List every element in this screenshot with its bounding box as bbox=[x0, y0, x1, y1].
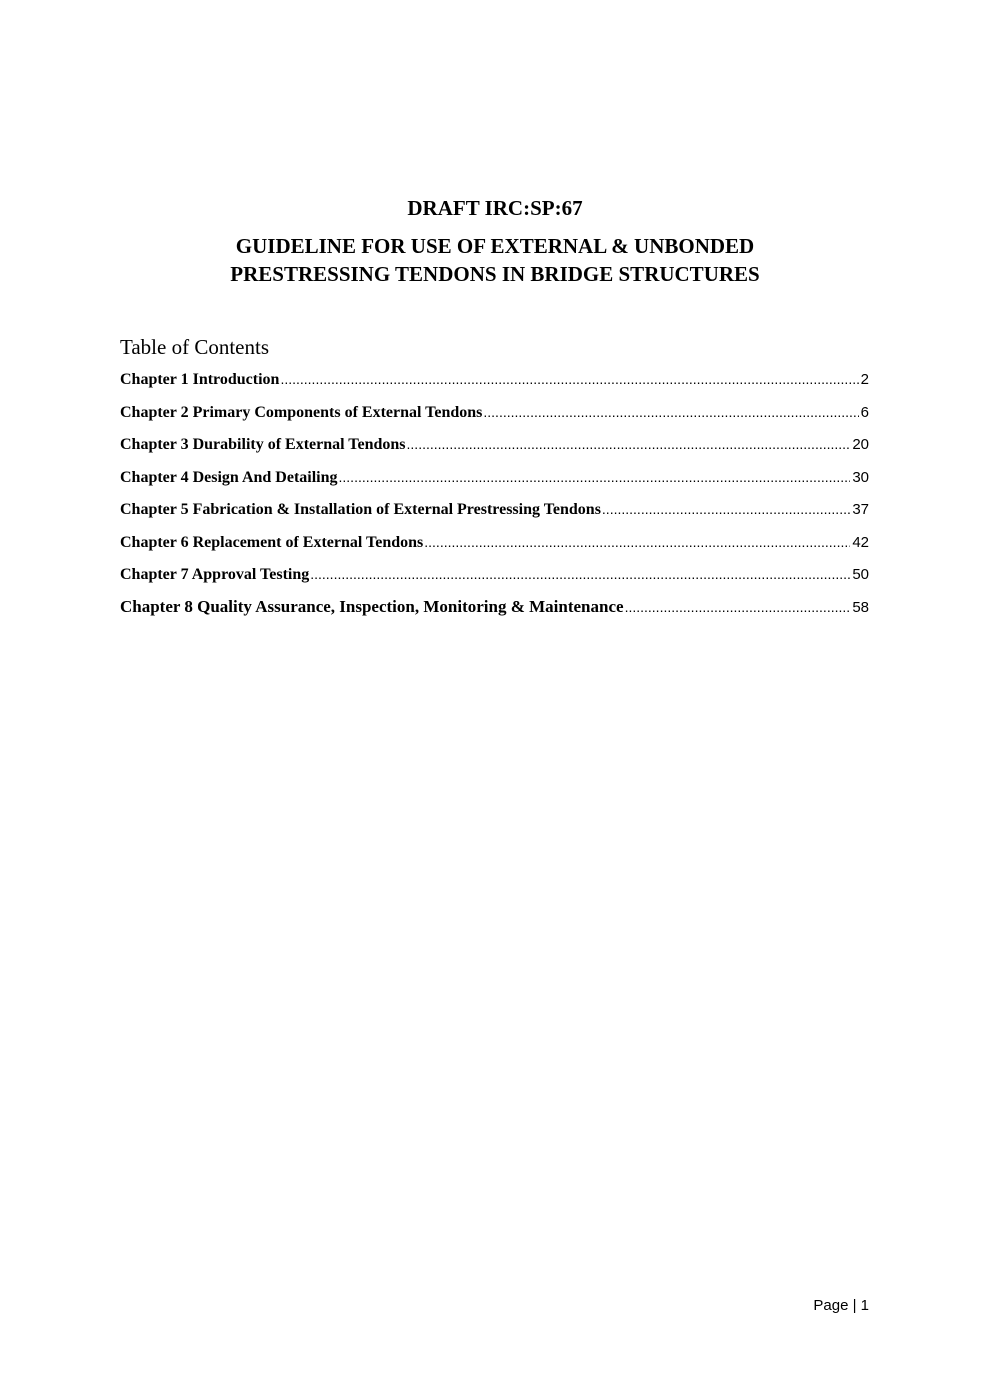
toc-entry-title[interactable]: Chapter 5 Fabrication & Installation of External Prestressing Tendons bbox=[120, 501, 601, 518]
toc-dot-leader bbox=[625, 594, 851, 620]
toc-entry-page[interactable]: 37 bbox=[852, 501, 869, 518]
document-subtitle-line-2: PRESTRESSING TENDONS IN BRIDGE STRUCTURES bbox=[230, 262, 760, 286]
toc-entry-page[interactable]: 6 bbox=[860, 403, 869, 421]
toc-dot-leader bbox=[483, 399, 858, 425]
toc-entry-title[interactable]: Chapter 3 Durability of External Tendons bbox=[120, 436, 406, 453]
toc-entry-title[interactable]: Chapter 6 Replacement of External Tendons bbox=[120, 533, 424, 551]
toc-entry-chapter-7[interactable] bbox=[120, 561, 869, 594]
toc-entry-chapter-8[interactable] bbox=[120, 594, 869, 627]
toc-entry-title[interactable]: Chapter 1 Introduction bbox=[120, 371, 280, 388]
toc-entry-page[interactable]: 2 bbox=[860, 371, 869, 388]
toc-dot-leader bbox=[424, 529, 850, 555]
toc-dot-leader bbox=[310, 561, 850, 587]
document-title: DRAFT IRC:SP:67 bbox=[407, 196, 583, 220]
toc-entry-page[interactable]: 30 bbox=[852, 468, 869, 486]
toc-entry-chapter-1[interactable] bbox=[120, 366, 869, 399]
toc-entry-chapter-2[interactable] bbox=[120, 399, 869, 432]
page-number-footer: Page | 1 bbox=[813, 1297, 869, 1314]
toc-entry-title[interactable]: Chapter 2 Primary Components of External Tendons bbox=[120, 403, 483, 421]
toc-dot-leader bbox=[602, 496, 850, 522]
toc-entry-page[interactable]: 20 bbox=[852, 436, 869, 453]
toc-dot-leader bbox=[280, 366, 858, 392]
toc-entry-title[interactable]: Chapter 4 Design And Detailing bbox=[120, 468, 338, 486]
toc-dot-leader bbox=[407, 431, 851, 457]
toc-heading: Table of Contents bbox=[120, 335, 269, 359]
document-subtitle bbox=[120, 232, 870, 288]
toc-entry-title[interactable]: Chapter 7 Approval Testing bbox=[120, 566, 310, 583]
toc-entry-chapter-6[interactable] bbox=[120, 529, 869, 562]
toc-entry-chapter-4[interactable] bbox=[120, 464, 869, 497]
toc-entry-chapter-5[interactable] bbox=[120, 496, 869, 529]
toc-entry-chapter-3[interactable] bbox=[120, 431, 869, 464]
document-subtitle-line-1: GUIDELINE FOR USE OF EXTERNAL & UNBONDED bbox=[235, 234, 755, 258]
table-of-contents bbox=[120, 366, 869, 626]
toc-dot-leader bbox=[339, 464, 851, 490]
toc-entry-page[interactable]: 42 bbox=[852, 533, 869, 551]
toc-entry-page[interactable]: 50 bbox=[852, 566, 869, 583]
toc-entry-page[interactable]: 58 bbox=[852, 598, 869, 616]
toc-entry-title[interactable]: Chapter 8 Quality Assurance, Inspection, Monitoring & Maintenance bbox=[120, 596, 624, 616]
